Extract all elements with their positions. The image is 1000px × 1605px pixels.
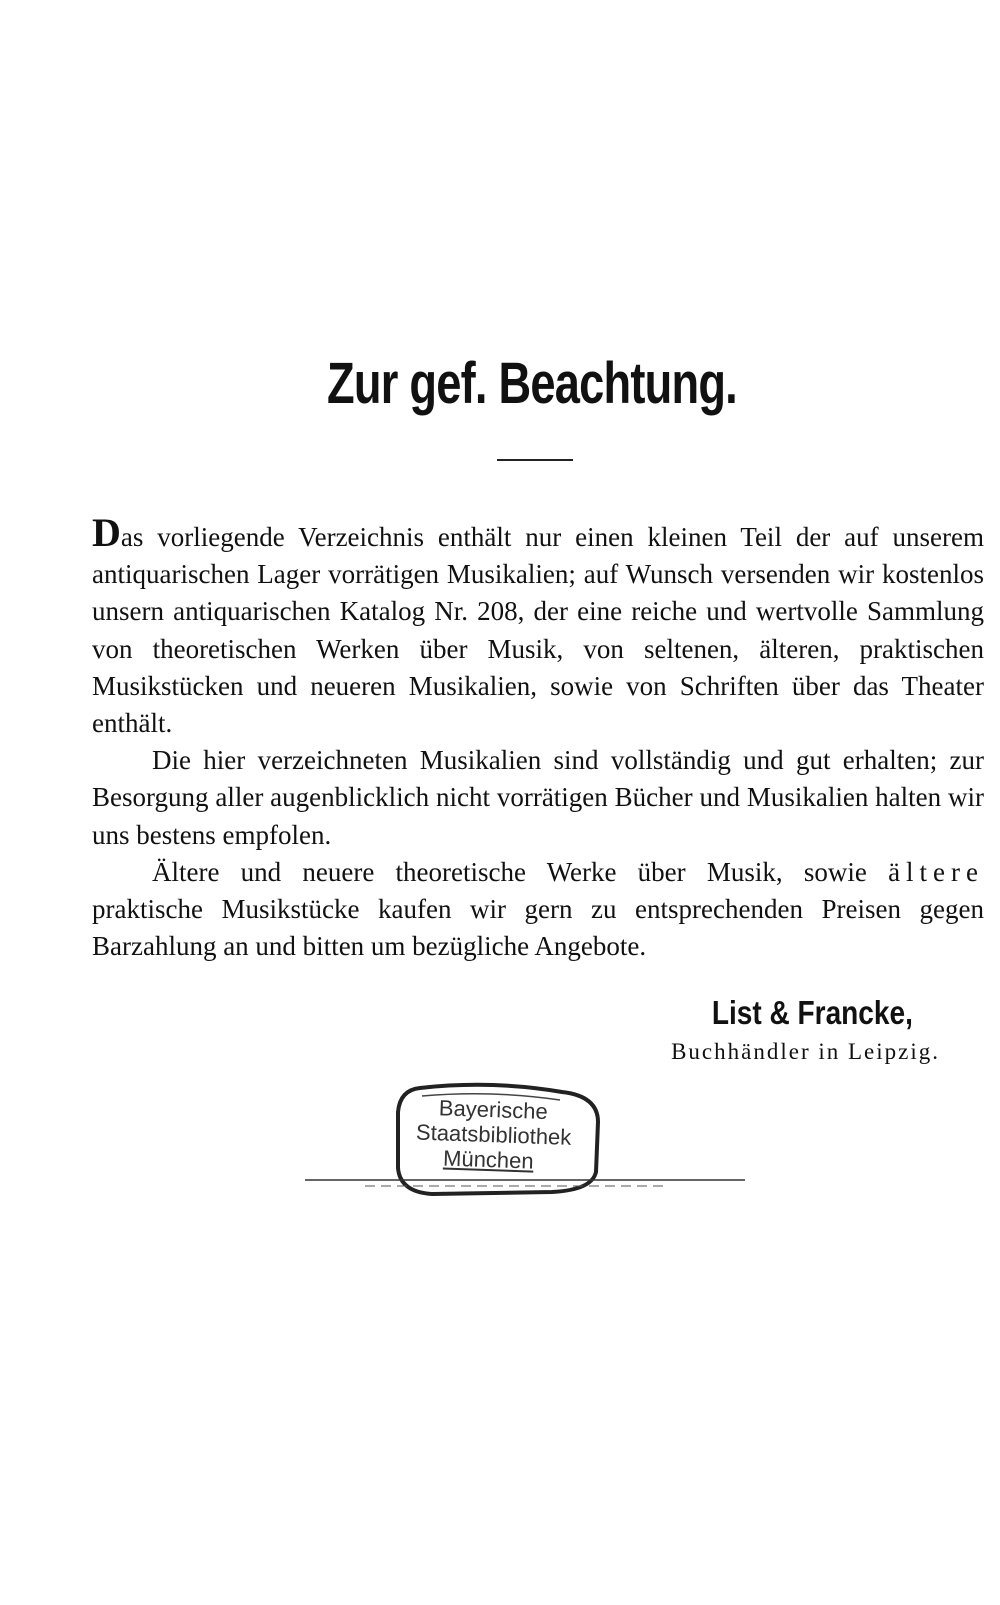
paragraph-condition: Die hier verzeichneten Musikalien sind vollständig und gut erhalten; zur Besorgung aller augenblicklich nicht vorrätigen Bücher und Musikalien halten wir uns bestens empfolen. bbox=[92, 745, 984, 850]
notice-body bbox=[92, 510, 985, 965]
drop-cap: D bbox=[92, 510, 121, 555]
signature-name: List & Francke, bbox=[711, 994, 913, 1031]
paragraph-purchase bbox=[92, 854, 984, 966]
stamp-text bbox=[415, 1095, 617, 1177]
paragraph-purchase-emphasis: ältere bbox=[888, 856, 985, 887]
signature-subtitle: Buchhändler in Leipzig. bbox=[671, 1039, 940, 1064]
paragraph-purchase-rest: praktische Musikstücke kaufen wir gern zu entsprechenden Preisen gegen Barzahlung an und bitten um bezügliche Angebote. bbox=[92, 894, 984, 962]
title-divider bbox=[497, 459, 573, 461]
stamp-line-1: Bayerische bbox=[438, 1095, 549, 1125]
stamp-line-2: Staatsbibliothek bbox=[415, 1119, 572, 1150]
paragraph-purchase-start: Ältere und neuere theoretische Werke über Musik, sowie bbox=[152, 856, 867, 887]
signature-block bbox=[671, 993, 940, 1067]
page-title: Zur gef. Beachtung. bbox=[327, 351, 737, 416]
stamp-underlines bbox=[305, 1176, 745, 1190]
stamp-line-3: München bbox=[442, 1145, 535, 1174]
paragraph-intro-text: as vorliegende Verzeichnis enthält nur einen kleinen Teil der auf unserem antiquarischen Lager vorrätigen Musikalien; auf Wunsch versenden wir kostenlos unsern antiquarischen Katalog Nr. 208, der eine reiche und wertvolle Sammlung von theoretischen Werken über Musik, von seltenen, älteren, praktischen Musikstücken und neueren Musikalien, sowie von Schriften über das Theater enthält. bbox=[92, 522, 984, 739]
paragraph-intro bbox=[92, 510, 984, 742]
